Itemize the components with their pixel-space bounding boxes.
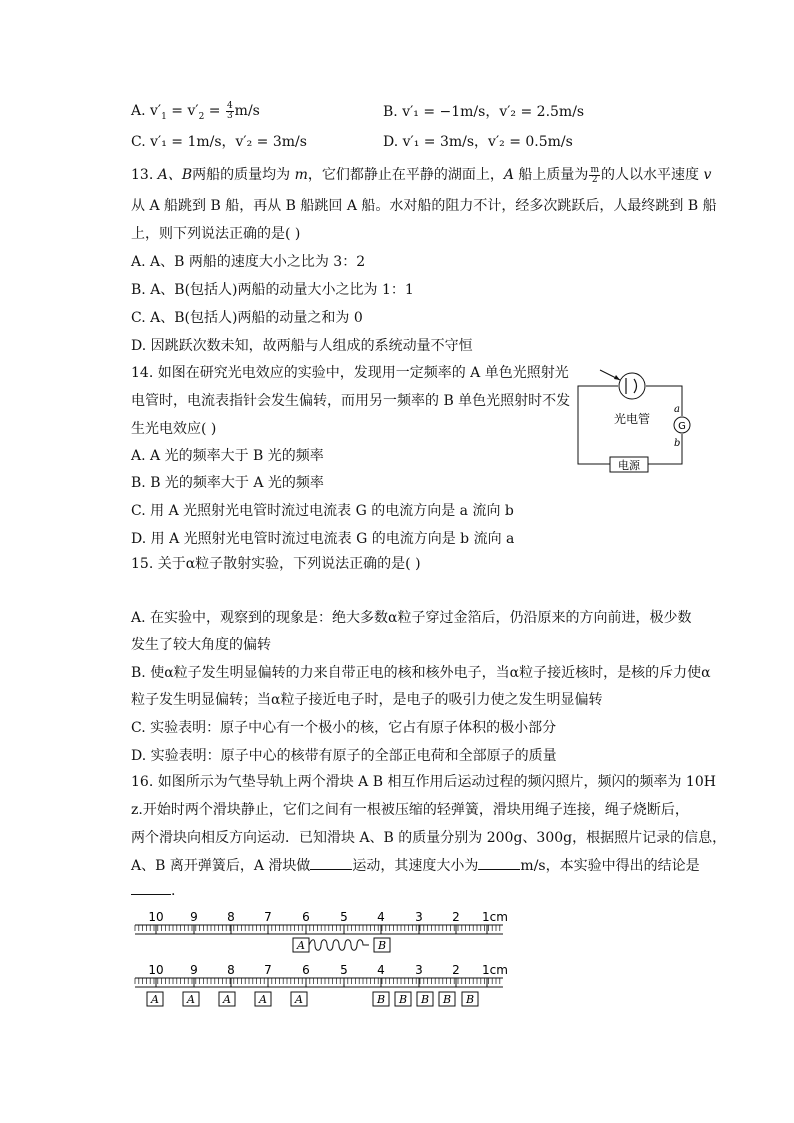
ruler-tick-label: 8 xyxy=(227,910,235,924)
q12-a-prefix: A. v′ xyxy=(131,103,162,119)
strobe-block-a-label: A xyxy=(151,993,159,1006)
ruler-tick-label: 10 xyxy=(148,963,164,977)
q13-fraction: $\frac{m}{2}$ xyxy=(590,164,599,185)
ruler-tick-label: 7 xyxy=(264,910,272,924)
q13-option-c: C. A、B(包括人)两船的动量之和为 0 xyxy=(131,310,363,326)
q13-line-1: 13. A、B两船的质量均为 m，它们都静止在平静的湖面上，A 船上质量为 $\frac{m}{2}$ 的人以水平速度 v xyxy=(131,164,712,185)
strobe-block-a-label: A xyxy=(295,993,303,1006)
photoelectric-circuit-diagram xyxy=(574,366,694,478)
q15-option-b-line-2: 粒子发生明显偏转；当α粒子接近电子时，是电子的吸引力使之发生明显偏转 xyxy=(131,692,603,708)
ruler-tick-label: 3 xyxy=(415,910,423,924)
ruler-tick-label: 6 xyxy=(302,910,310,924)
q16-line-1: 16. 如图所示为气垫导轨上两个滑块 A B 相互作用后运动过程的频闪照片，频闪的频率为 10H xyxy=(131,774,716,790)
q16-line-5: . xyxy=(131,881,175,901)
q14-option-b: B. B 光的频率大于 A 光的频率 xyxy=(131,475,324,491)
q12-option-c: C. v′₁ = 1m/s，v′₂ = 3m/s xyxy=(131,134,307,150)
strobe-block-b-label: B xyxy=(420,993,430,1006)
q14-line-3: 生光电效应( ) xyxy=(131,421,217,437)
q12-a-fraction: $\frac{4}{3}$ xyxy=(226,100,233,121)
q16-line-3: 两个滑块向相反方向运动．已知滑块 A、B 的质量分别为 200g、300g，根据照片记录的信息， xyxy=(131,830,727,846)
power-supply-label: 电源 xyxy=(618,459,640,472)
ruler-tick-label: 6 xyxy=(302,963,310,977)
ruler-tick-label: 7 xyxy=(264,963,272,977)
galvanometer-label: G xyxy=(678,421,686,432)
ruler-tick-label: 1cm xyxy=(482,910,508,924)
q16-line-2: z.开始时两个滑块静止，它们之间有一根被压缩的轻弹簧，滑块用绳子连接，绳子烧断后， xyxy=(131,802,689,818)
phototube-icon xyxy=(619,373,645,399)
q13-option-b: B. A、B(包括人)两船的动量大小之比为 1：1 xyxy=(131,282,414,298)
ruler-top xyxy=(135,910,508,934)
ruler-tick-label: 5 xyxy=(340,910,348,924)
q16-line-4: A、B 离开弹簧后，A 滑块做 运动，其速度大小为 m/s，本实验中得出的结论是 xyxy=(131,858,700,874)
ruler-tick-label: 10 xyxy=(148,910,164,924)
strobe-block-b-label: B xyxy=(398,993,408,1006)
svg-text:B: B xyxy=(377,939,387,952)
air-track-strobe-figure xyxy=(125,900,515,1012)
q15-option-a-line-1: A. 在实验中，观察到的现象是：绝大多数α粒子穿过金箔后，仍沿原来的方向前进，极少数 xyxy=(131,610,692,626)
q14-line-2: 电管时，电流表指针会发生偏转，而用另一频率的 B 单色光照射时不发 xyxy=(131,393,571,409)
q12-a-sub2: 2 xyxy=(198,111,205,122)
ruler-tick-label: 9 xyxy=(190,963,198,977)
q14-option-c: C. 用 A 光照射光电管时流过电流表 G 的电流方向是 a 流向 b xyxy=(131,503,514,519)
q12-option-a xyxy=(131,101,260,127)
strobe-block-a-label: A xyxy=(223,993,231,1006)
strobe-block-a-label: A xyxy=(187,993,195,1006)
strobe-blocks-b xyxy=(373,992,478,1006)
q15-line-1: 15. 关于α粒子散射实验，下列说法正确的是( ) xyxy=(131,556,421,572)
strobe-block-b-label: B xyxy=(376,993,386,1006)
q12-a-mid: = v′ xyxy=(166,103,199,119)
terminal-b-label: b xyxy=(674,438,681,449)
q14-option-d: D. 用 A 光照射光电管时流过电流表 G 的电流方向是 b 流向 a xyxy=(131,531,515,547)
ruler-tick-label: 4 xyxy=(377,963,385,977)
q13-option-d: D. 因跳跃次数未知，故两船与人组成的系统动量不守恒 xyxy=(131,338,473,354)
q13-line-2: 从 A 船跳到 B 船，再从 B 船跳回 A 船。水对船的阻力不计，经多次跳跃后，人最终跳到 B 船 xyxy=(131,198,717,214)
q12-option-d: D. v′₁ = 3m/s，v′₂ = 0.5m/s xyxy=(383,134,573,150)
q12-option-b: B. v′₁ = −1m/s，v′₂ = 2.5m/s xyxy=(383,104,585,120)
strobe-blocks-a xyxy=(147,992,307,1006)
q14-option-a: A. A 光的频率大于 B 光的频率 xyxy=(131,448,324,464)
ruler-tick-label: 5 xyxy=(340,963,348,977)
ruler-tick-label: 8 xyxy=(227,963,235,977)
q12-a-eq: = xyxy=(204,103,225,119)
q12-a-sub1: 1 xyxy=(161,111,167,122)
q13-option-a: A. A、B 两船的速度大小之比为 3：2 xyxy=(131,254,366,270)
q15-option-c: C. 实验表明：原子中心有一个极小的核，它占有原子体积的极小部分 xyxy=(131,720,557,736)
ruler-tick-label: 2 xyxy=(452,963,460,977)
ruler-bottom xyxy=(135,963,508,987)
phototube-label: 光电管 xyxy=(614,412,651,426)
ruler-tick-label: 1cm xyxy=(482,963,508,977)
answer-blank-3[interactable] xyxy=(131,882,171,895)
q15-option-d: D. 实验表明：原子中心的核带有原子的全部正电荷和全部原子的质量 xyxy=(131,748,557,764)
q13-line-3: 上，则下列说法正确的是( ) xyxy=(131,226,301,242)
svg-text:A: A xyxy=(297,939,305,952)
q15-option-b-line-1: B. 使α粒子发生明显偏转的力来自带正电的核和核外电子，当α粒子接近核时，是核的斥力使α xyxy=(131,665,711,681)
q12-a-unit: m/s xyxy=(234,103,260,119)
compressed-spring-icon xyxy=(309,940,369,951)
strobe-block-b-label: B xyxy=(465,993,475,1006)
strobe-block-b-label: B xyxy=(442,993,452,1006)
answer-blank-1[interactable] xyxy=(310,857,352,870)
answer-blank-2[interactable] xyxy=(478,857,520,870)
strobe-block-a-label: A xyxy=(259,993,267,1006)
ruler-tick-label: 4 xyxy=(377,910,385,924)
ruler-tick-label: 2 xyxy=(452,910,460,924)
ruler-tick-label: 9 xyxy=(190,910,198,924)
q14-line-1: 14. 如图在研究光电效应的实验中，发现用一定频率的 A 单色光照射光 xyxy=(131,365,569,381)
terminal-a-label: a xyxy=(674,404,680,415)
q15-option-a-line-2: 发生了较大角度的偏转 xyxy=(131,637,271,653)
ruler-tick-label: 3 xyxy=(415,963,423,977)
